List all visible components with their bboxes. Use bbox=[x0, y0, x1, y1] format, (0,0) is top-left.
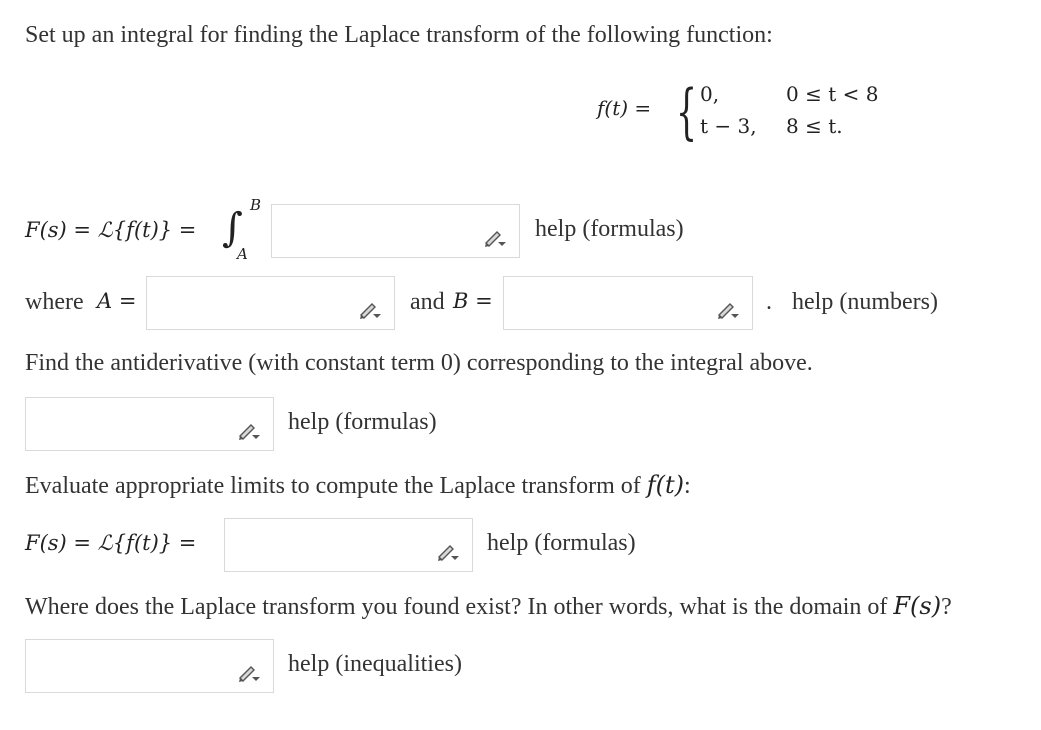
integrand-input[interactable] bbox=[272, 205, 519, 257]
domain-input-box bbox=[25, 639, 274, 693]
piecewise-brace: { bbox=[676, 77, 698, 147]
and-label: and bbox=[410, 289, 445, 315]
pencil-icon[interactable] bbox=[436, 541, 460, 561]
antiderivative-prompt-before: Find the antiderivative (with constant term bbox=[25, 350, 441, 376]
domain-input[interactable] bbox=[26, 640, 273, 692]
function-lhs: f(t) = bbox=[597, 96, 652, 120]
piece1-value: 0, bbox=[700, 82, 720, 106]
a-input-box bbox=[146, 276, 395, 330]
antiderivative-input[interactable] bbox=[26, 398, 273, 450]
laplace-lhs: F(s) = ℒ{f(t)} = bbox=[25, 218, 197, 242]
laplace-result-input-box bbox=[224, 518, 473, 572]
antiderivative-prompt bbox=[25, 350, 813, 377]
domain-prompt-end: ? bbox=[941, 594, 952, 620]
piece1-condition: 0 ≤ t < 8 bbox=[786, 82, 879, 106]
where-label: where bbox=[25, 289, 84, 315]
piece2-condition: 8 ≤ t. bbox=[786, 114, 843, 138]
pencil-icon[interactable] bbox=[483, 227, 507, 247]
b-label: B = bbox=[453, 289, 493, 313]
pencil-icon[interactable] bbox=[237, 420, 261, 440]
laplace-result-input[interactable] bbox=[225, 519, 472, 571]
a-label: A = bbox=[97, 289, 137, 313]
evaluate-prompt bbox=[25, 471, 691, 500]
help-formulas-link-1[interactable]: help (formulas) bbox=[535, 216, 684, 242]
b-input[interactable] bbox=[504, 277, 752, 329]
integrand-input-box bbox=[271, 204, 520, 258]
a-input[interactable] bbox=[147, 277, 394, 329]
integral-sign: ∫ bbox=[222, 205, 243, 251]
evaluate-prompt-math: f(t) bbox=[646, 471, 685, 499]
help-formulas-link-3[interactable]: help (formulas) bbox=[487, 530, 636, 556]
constant-zero: 0 bbox=[440, 350, 453, 376]
period: . bbox=[766, 289, 772, 315]
pencil-icon[interactable] bbox=[358, 299, 382, 319]
antiderivative-prompt-after: ) corresponding to the integral above. bbox=[452, 350, 813, 376]
intro-text: Set up an integral for finding the Laplace transform of the following function: bbox=[25, 22, 773, 48]
domain-prompt-math: F(s) bbox=[893, 592, 942, 620]
b-input-box bbox=[503, 276, 753, 330]
help-formulas-link-2[interactable]: help (formulas) bbox=[288, 409, 437, 435]
pencil-icon[interactable] bbox=[237, 662, 261, 682]
evaluate-prompt-text: Evaluate appropriate limits to compute the Laplace transform of bbox=[25, 473, 647, 499]
upper-limit: B bbox=[250, 196, 262, 214]
evaluate-prompt-end: : bbox=[684, 473, 691, 499]
domain-prompt bbox=[25, 592, 952, 621]
pencil-icon[interactable] bbox=[716, 299, 740, 319]
antiderivative-input-box bbox=[25, 397, 274, 451]
piece2-value: t − 3, bbox=[700, 114, 757, 138]
laplace-result-lhs: F(s) = ℒ{f(t)} = bbox=[25, 531, 197, 555]
help-inequalities-link[interactable]: help (inequalities) bbox=[288, 651, 462, 677]
help-numbers-link[interactable]: help (numbers) bbox=[792, 289, 938, 315]
domain-prompt-text: Where does the Laplace transform you found exist? In other words, what is the domain of bbox=[25, 594, 894, 620]
lower-limit: A bbox=[237, 245, 248, 263]
